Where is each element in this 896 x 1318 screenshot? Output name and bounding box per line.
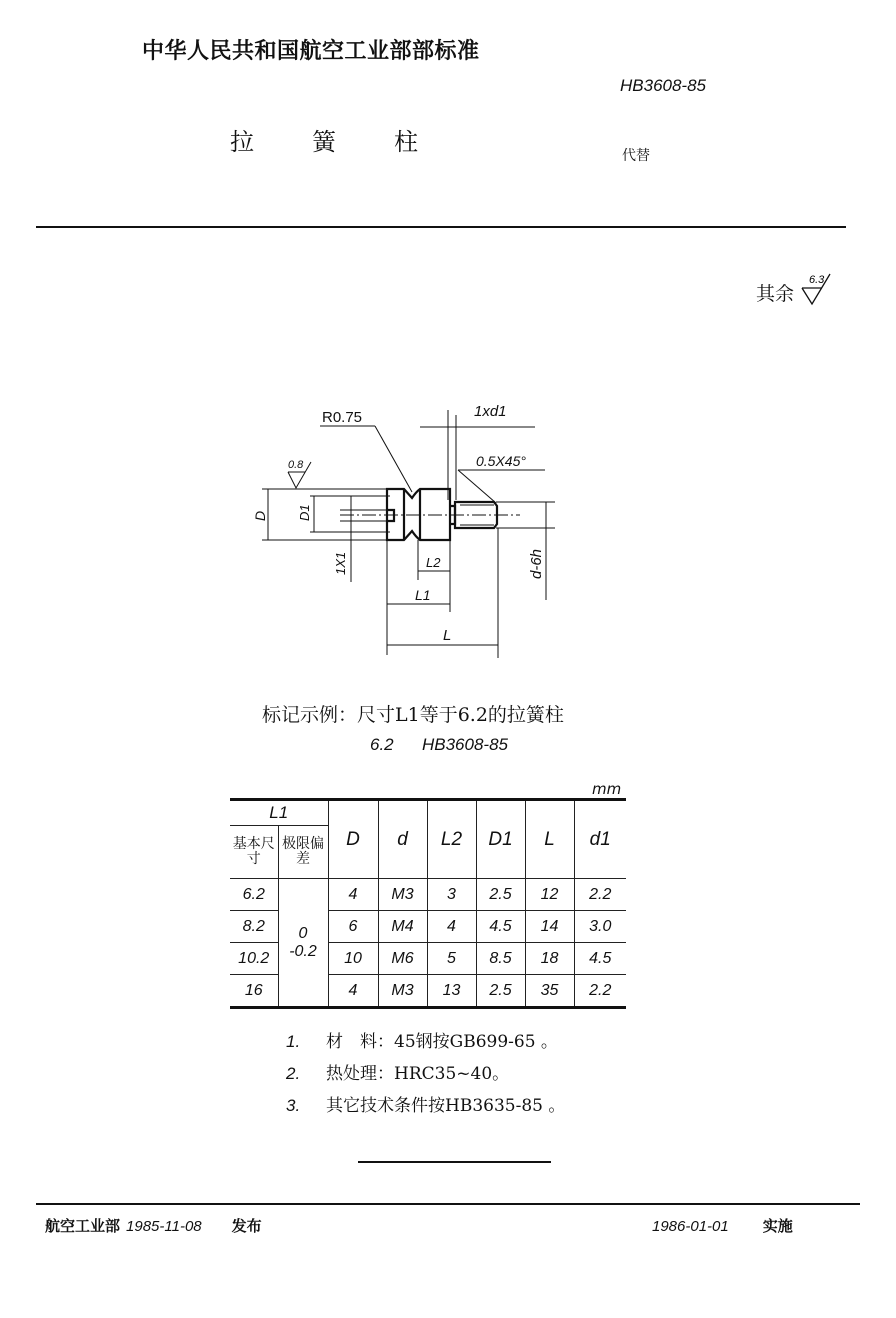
cell-D1: 8.5 — [476, 943, 525, 975]
label-D: D — [252, 510, 268, 521]
cell-L: 35 — [525, 975, 574, 1008]
issuer: 航空工业部 — [45, 1217, 121, 1235]
header-L: L — [525, 800, 574, 879]
label-thread: d-6h — [528, 548, 545, 579]
note-item: 3. 其它技术条件按HB3635-85 。 — [286, 1096, 566, 1116]
effective-date: 1986-01-01 — [652, 1218, 729, 1235]
cell-D: 6 — [328, 911, 378, 943]
marking-size: 6.2 — [370, 735, 394, 754]
roughness-note — [756, 270, 836, 308]
cell-D1: 2.5 — [476, 975, 525, 1008]
tolerance-upper: 0 — [298, 924, 308, 942]
issue-label: 发布 — [231, 1217, 262, 1235]
note-item: 2. 热处理：HRC35~40。 — [286, 1064, 510, 1084]
footer-issue — [45, 1215, 262, 1236]
cell-d: M3 — [378, 879, 427, 911]
header-d1: d1 — [574, 800, 626, 879]
issue-date: 1985-11-08 — [126, 1218, 202, 1235]
cell-d: M6 — [378, 943, 427, 975]
title-char: 簧 — [312, 128, 336, 156]
label-L2: L2 — [426, 555, 441, 570]
roughness-value: 6.3 — [809, 274, 825, 286]
technical-drawing — [240, 390, 560, 670]
dimension-table — [230, 798, 626, 1009]
standard-number: HB3608-85 — [620, 76, 707, 95]
label-L: L — [443, 627, 452, 644]
cell-d1: 2.2 — [574, 975, 626, 1008]
header-L2: L2 — [427, 800, 476, 879]
label-L1: L1 — [415, 587, 431, 603]
end-of-content-rule — [358, 1161, 551, 1163]
header-tolerance: 极限偏差 — [278, 826, 328, 879]
organization-title: 中华人民共和国航空工业部部标准 — [142, 39, 480, 64]
table-row — [230, 879, 626, 911]
cell-L2: 3 — [427, 879, 476, 911]
header-L1: L1 — [230, 800, 328, 826]
cell-D: 4 — [328, 975, 378, 1008]
cell-d1: 3.0 — [574, 911, 626, 943]
cell-L: 12 — [525, 879, 574, 911]
roughness-symbol-icon — [800, 270, 836, 308]
cell-L1: 10.2 — [230, 943, 278, 975]
cell-d1: 4.5 — [574, 943, 626, 975]
cell-D: 4 — [328, 879, 378, 911]
label-roughness-local: 0.8 — [288, 459, 304, 471]
label-undercut: 1xd1 — [474, 403, 507, 420]
technical-notes — [286, 1026, 565, 1122]
cell-L1: 16 — [230, 975, 278, 1008]
cell-L: 14 — [525, 911, 574, 943]
marking-example-title: 标记示例：尺寸L1等于6.2的拉簧柱 — [262, 704, 564, 726]
footer-divider — [36, 1203, 860, 1205]
cell-L1: 8.2 — [230, 911, 278, 943]
cell-tolerance — [278, 879, 328, 1008]
label-slot: 1X1 — [333, 551, 348, 575]
document-title — [230, 122, 476, 157]
cell-L2: 5 — [427, 943, 476, 975]
cell-D1: 2.5 — [476, 879, 525, 911]
cell-d: M4 — [378, 911, 427, 943]
tolerance-lower: -0.2 — [289, 942, 317, 960]
header-basic-size: 基本尺寸 — [230, 826, 278, 879]
table-unit: mm — [592, 780, 622, 798]
cell-D1: 4.5 — [476, 911, 525, 943]
label-radius: R0.75 — [322, 409, 363, 426]
header-D1: D1 — [476, 800, 525, 879]
replaces-label: 代替 — [622, 148, 650, 164]
label-chamfer: 0.5X45° — [476, 453, 526, 469]
cell-L2: 4 — [427, 911, 476, 943]
cell-d: M3 — [378, 975, 427, 1008]
title-char: 拉 — [230, 128, 254, 156]
cell-d1: 2.2 — [574, 879, 626, 911]
header-d: d — [378, 800, 427, 879]
cell-L: 18 — [525, 943, 574, 975]
effective-label: 实施 — [762, 1217, 793, 1235]
cell-L1: 6.2 — [230, 879, 278, 911]
marking-standard: HB3608-85 — [421, 735, 508, 754]
label-D1: D1 — [297, 504, 312, 521]
title-char: 柱 — [394, 128, 418, 156]
header-divider — [36, 226, 846, 228]
note-item: 1. 材 料：45钢按GB699-65 。 — [286, 1032, 558, 1052]
cell-D: 10 — [328, 943, 378, 975]
roughness-label: 其余 — [756, 283, 795, 305]
header-D: D — [328, 800, 378, 879]
footer-effective — [652, 1215, 793, 1236]
marking-example-code — [370, 735, 508, 755]
cell-L2: 13 — [427, 975, 476, 1008]
